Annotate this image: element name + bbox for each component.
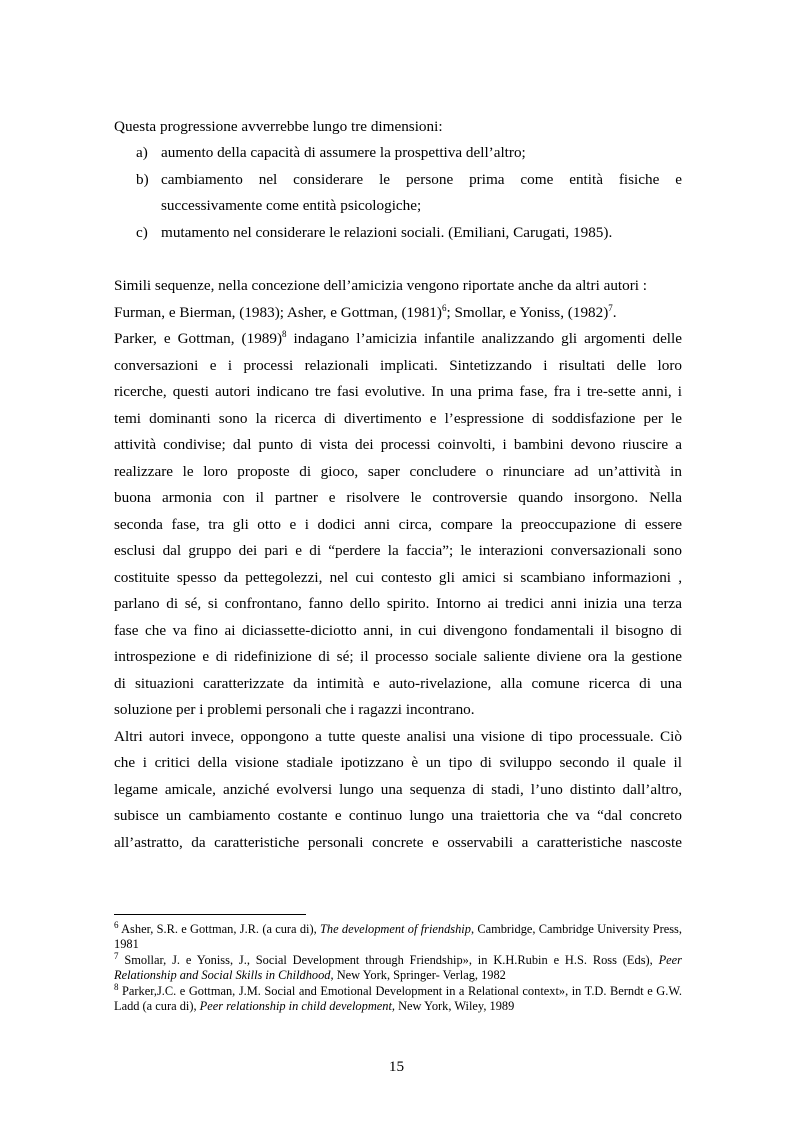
footnote-ref-8: 8 xyxy=(282,328,287,339)
para1-line: attività condivise; dal punto di vista dei processi coinvolti, i bambini devono riuscire a xyxy=(114,436,682,453)
intro-line: Questa progressione avverrebbe lungo tre dimensioni: xyxy=(114,118,443,135)
para1-line: fase che va fino ai diciassette-diciotto anni, in cui divengono fondamentali il bisogno di xyxy=(114,622,682,639)
list-item-a: aumento della capacità di assumere la prospettiva dell’altro; xyxy=(161,144,526,161)
footnote-text: New York, Wiley, 1989 xyxy=(395,999,515,1013)
footnote-text: New York, Springer- Verlag, 1982 xyxy=(333,968,506,982)
para1-line: conversazioni e i processi relazionali implicati. Sintetizzando i risultati delle loro xyxy=(114,357,682,374)
para2-line: Altri autori invece, oppongono a tutte queste analisi una visione di tipo processuale. Ciò xyxy=(114,728,682,745)
page-number: 15 xyxy=(388,1058,405,1075)
citation-text: . xyxy=(612,304,617,321)
para1-line: parlano di sé, si confrontano, fanno dello spirito. Intorno ai tredici anni inizia una terza xyxy=(114,595,682,612)
list-item-b-line2: successivamente come entità psicologiche; xyxy=(161,197,422,214)
para1-line: di situazioni caratterizzate da intimità e auto-rivelazione, alla comune ricerca di una xyxy=(114,675,682,692)
footnote-6 xyxy=(114,919,682,952)
para1-line2 xyxy=(114,300,617,327)
para1-line: seconda fase, tra gli otto e i dodici anni circa, compare la preoccupazione di essere xyxy=(114,516,682,533)
footnote-7 xyxy=(114,950,682,983)
citation-text: ; Smollar, e Yoniss, (1982) xyxy=(446,304,609,321)
para1-line: ricerche, questi autori indicano tre fasi evolutive. In una prima fase, fra i tre-sette anni, i xyxy=(114,383,682,400)
para2-line: all’astratto, da caratteristiche personali concrete e osservabili a caratteristiche nascoste xyxy=(114,834,682,851)
para1-line: realizzare le loro proposte di gioco, saper concludere o rinunciare ad un’attività in xyxy=(114,463,682,480)
footnote-text: , Cambridge, Cambridge University Press, 1981 xyxy=(114,922,682,951)
footnote-8 xyxy=(114,981,682,1014)
list-item-c: mutamento nel considerare le relazioni sociali. (Emiliani, Carugati, 1985). xyxy=(161,224,613,241)
list-marker-c: c) xyxy=(136,224,148,241)
footnote-ref-6: 6 xyxy=(441,302,447,313)
footnote-number: 6 xyxy=(114,919,119,930)
list-marker-b: b) xyxy=(136,171,149,188)
footnote-title: The development of friendship xyxy=(320,922,471,936)
para2-line: legame amicale, anziché evolversi lungo una sequenza di stadi, l’uno distinto dall’altro, xyxy=(114,781,682,798)
footnote-ref-7: 7 xyxy=(608,302,613,313)
citation-text: Furman, e Bierman, (1983); Asher, e Gottman, (1981) xyxy=(114,304,442,321)
para1-line1: Simili sequenze, nella concezione dell’amicizia vengono riportate anche da altri autori : xyxy=(114,277,648,294)
list-marker-a: a) xyxy=(136,144,148,161)
footnote-number: 8 xyxy=(114,981,119,992)
footnote-text: Smollar, J. e Yoniss, J., Social Development through Friendship», in K.H.Rubin e H.S. Ross (Eds), xyxy=(118,953,659,967)
para1-line: temi dominanti sono la ricerca di divertimento e l’espressione di soddisfazione per le xyxy=(114,410,682,427)
para2-line: subisce un cambiamento costante e continuo lungo una traiettoria che va “dal concreto xyxy=(114,807,682,824)
para1-line: costituite spesso da pettegolezzi, nel cui contesto gli amici si scambiano informazioni , xyxy=(114,569,682,586)
body-text: indagano l’amicizia infantile analizzando gli argomenti delle xyxy=(286,330,682,347)
para1-line: introspezione e di ridefinizione di sé; il processo sociale saliente diviene ora la gestione xyxy=(114,648,682,665)
list-item-b-line1: cambiamento nel considerare le persone prima come entità fisiche e xyxy=(161,171,682,188)
footnote-title: Peer Relationship and Social Skills in Childhood, xyxy=(114,953,682,982)
footnote-text: Asher, S.R. e Gottman, J.R. (a cura di), xyxy=(118,922,320,936)
para2-line: che i critici della visione stadiale ipotizzano è un tipo di sviluppo secondo il quale il xyxy=(114,754,682,771)
citation-text: Parker, e Gottman, (1989) xyxy=(114,330,283,347)
para1-last-line: soluzione per i problemi personali che i ragazzi incontrano. xyxy=(114,701,475,718)
para1-line: esclusi dal gruppo dei pari e di “perdere la faccia”; le interazioni conversazionali sono xyxy=(114,542,682,559)
para1-line3 xyxy=(114,326,682,353)
footnote-title: Peer relationship in child development, xyxy=(199,999,396,1013)
para1-line: buona armonia con il partner e risolvere le controversie quando insorgono. Nella xyxy=(114,489,682,506)
footnote-separator xyxy=(114,914,306,915)
footnote-number: 7 xyxy=(114,950,119,961)
footnote-text: Parker,J.C. e Gottman, J.M. Social and Emotional Development in a Relational context», in T.D. Berndt e G.W. Ladd (a cura di), xyxy=(114,984,682,1013)
